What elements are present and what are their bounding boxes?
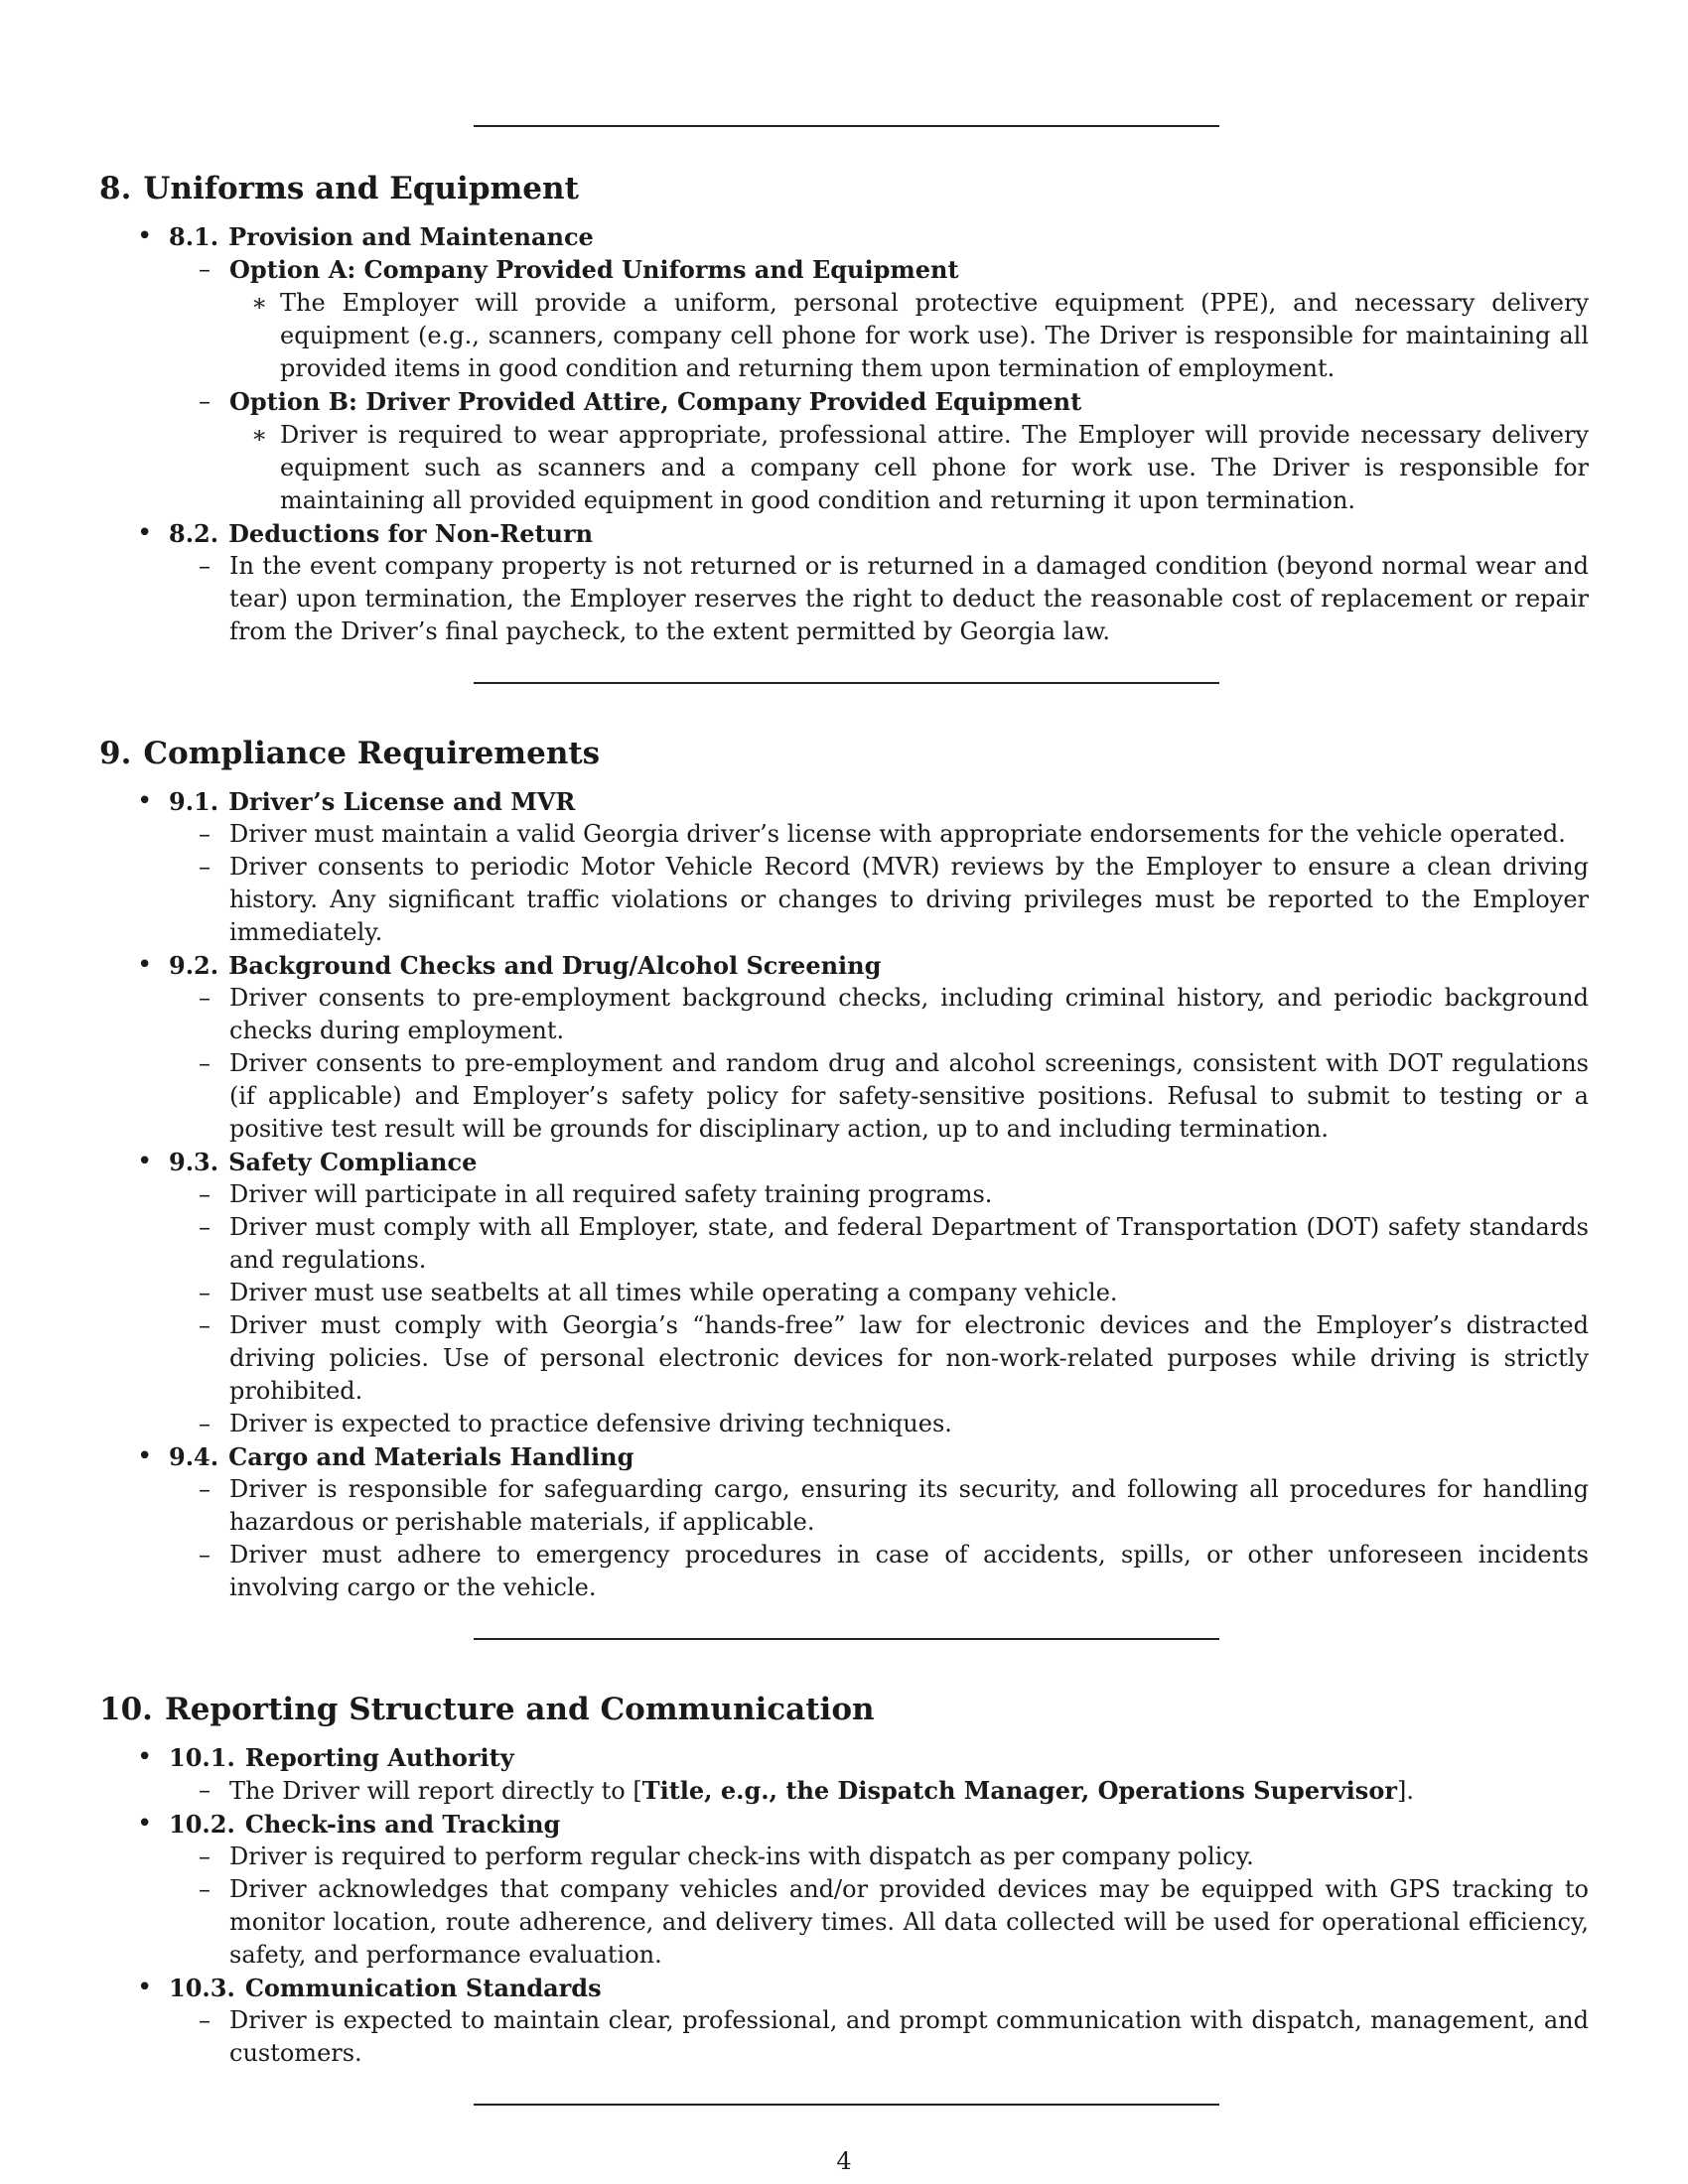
subsection-heading: • 10.2. Check-ins and Tracking [169, 1810, 561, 1839]
list-item: – Driver must adhere to emergency procedures in case of accidents, spills, or other unforeseen incidents involving cargo or the vehicle. [169, 1539, 1589, 1604]
document-body [99, 169, 1589, 2106]
section-9 [99, 734, 1589, 1604]
subsection-heading: • 9.1. Driver’s License and MVR [169, 787, 576, 816]
list-item: – Driver is expected to maintain clear, professional, and prompt communication with dispatch, management, and customers. [169, 2004, 1589, 2070]
subsection-9-4 [99, 1440, 1589, 1604]
list-item: – Driver consents to periodic Motor Vehicle Record (MVR) reviews by the Employer to ensure a clean driving history. Any significant traffic violations or changes to driving privileges must be reported to the Employer immediately. [169, 851, 1589, 949]
subsection-9-3 [99, 1146, 1589, 1440]
list-item: – Driver must comply with Georgia’s “hands-free” law for electronic devices and the Employer’s distracted driving policies. Use of personal electronic devices for non-work-related purposes while driving is strictly prohibited. [169, 1309, 1589, 1408]
option-title: Option B: Driver Provided Attire, Company Provided Equipment [229, 387, 1082, 416]
subsection-heading: • 9.4. Cargo and Materials Handling [169, 1442, 634, 1471]
section-divider [474, 682, 1219, 684]
list-item: – Driver must maintain a valid Georgia driver’s license with appropriate endorsements for the vehicle operated. [169, 818, 1589, 851]
list-item: – In the event company property is not returned or is returned in a damaged condition (beyond normal wear and tear) upon termination, the Employer reserves the right to deduct the reasonable cost of replacement or repair from the Driver’s final paycheck, to the extent permitted by Georgia law. [169, 550, 1589, 648]
section-heading: 8. Uniforms and Equipment [99, 171, 579, 206]
subsection-heading: • 10.1. Reporting Authority [169, 1743, 514, 1772]
section-heading: 10. Reporting Structure and Communication [99, 1692, 875, 1727]
option-a [169, 253, 1589, 385]
subsection-heading: • 9.3. Safety Compliance [169, 1148, 478, 1176]
subsection-heading: • 8.1. Provision and Maintenance [169, 222, 594, 251]
section-divider [474, 125, 1219, 127]
list-item: – The Driver will report directly to [Title, e.g., the Dispatch Manager, Operations Supervisor]. [169, 1774, 1589, 1808]
subsection-8-1 [99, 220, 1589, 517]
subsection-10-2 [99, 1808, 1589, 1972]
subsection-9-1 [99, 785, 1589, 949]
subsection-8-2 [99, 517, 1589, 648]
subsection-10-3 [99, 1972, 1589, 2070]
section-10 [99, 1690, 1589, 2070]
list-item: – Driver must use seatbelts at all times while operating a company vehicle. [169, 1277, 1589, 1309]
list-item: – Driver must comply with all Employer, state, and federal Department of Transportation (DOT) safety standards and regulations. [169, 1211, 1589, 1277]
list-item: – Driver is expected to practice defensive driving techniques. [169, 1408, 1589, 1440]
subsection-10-1 [99, 1741, 1589, 1808]
option-text: ∗ Driver is required to wear appropriate, professional attire. The Employer will provide necessary delivery equipment such as scanners and a company cell phone for work use. The Driver is responsible for maintaining all provided equipment in good condition and returning it upon termination. [229, 419, 1589, 517]
section-heading: 9. Compliance Requirements [99, 736, 601, 771]
option-text: ∗ The Employer will provide a uniform, personal protective equipment (PPE), and necessary delivery equipment (e.g., scanners, company cell phone for work use). The Driver is responsible for maintaining all provided items in good condition and returning them upon termination of employment. [229, 287, 1589, 385]
list-item: – Driver consents to pre-employment background checks, including criminal history, and periodic background checks during employment. [169, 982, 1589, 1047]
subsection-heading: • 9.2. Background Checks and Drug/Alcohol Screening [169, 951, 882, 980]
list-item: – Driver will participate in all required safety training programs. [169, 1178, 1589, 1211]
option-title: Option A: Company Provided Uniforms and Equipment [229, 255, 959, 284]
section-divider [474, 1638, 1219, 1640]
list-item: – Driver consents to pre-employment and random drug and alcohol screenings, consistent with DOT regulations (if applicable) and Employer’s safety policy for safety-sensitive positions. Refusal to submit to testing or a positive test result will be grounds for disciplinary action, up to and including termination. [169, 1047, 1589, 1146]
section-8 [99, 169, 1589, 648]
option-b [169, 385, 1589, 517]
list-item: – Driver acknowledges that company vehicles and/or provided devices may be equipped with GPS tracking to monitor location, route adherence, and delivery times. All data collected will be used for operational efficiency, safety, and performance evaluation. [169, 1873, 1589, 1972]
list-item: – Driver is responsible for safeguarding cargo, ensuring its security, and following all procedures for handling hazardous or perishable materials, if applicable. [169, 1473, 1589, 1539]
subsection-heading: • 8.2. Deductions for Non-Return [169, 519, 594, 548]
placeholder-title: Title, e.g., the Dispatch Manager, Operations Supervisor [641, 1776, 1397, 1805]
subsection-9-2 [99, 949, 1589, 1146]
list-item: – Driver is required to perform regular check-ins with dispatch as per company policy. [169, 1841, 1589, 1873]
section-divider [474, 2104, 1219, 2106]
subsection-heading: • 10.3. Communication Standards [169, 1974, 602, 2002]
page-number: 4 [836, 2147, 852, 2175]
